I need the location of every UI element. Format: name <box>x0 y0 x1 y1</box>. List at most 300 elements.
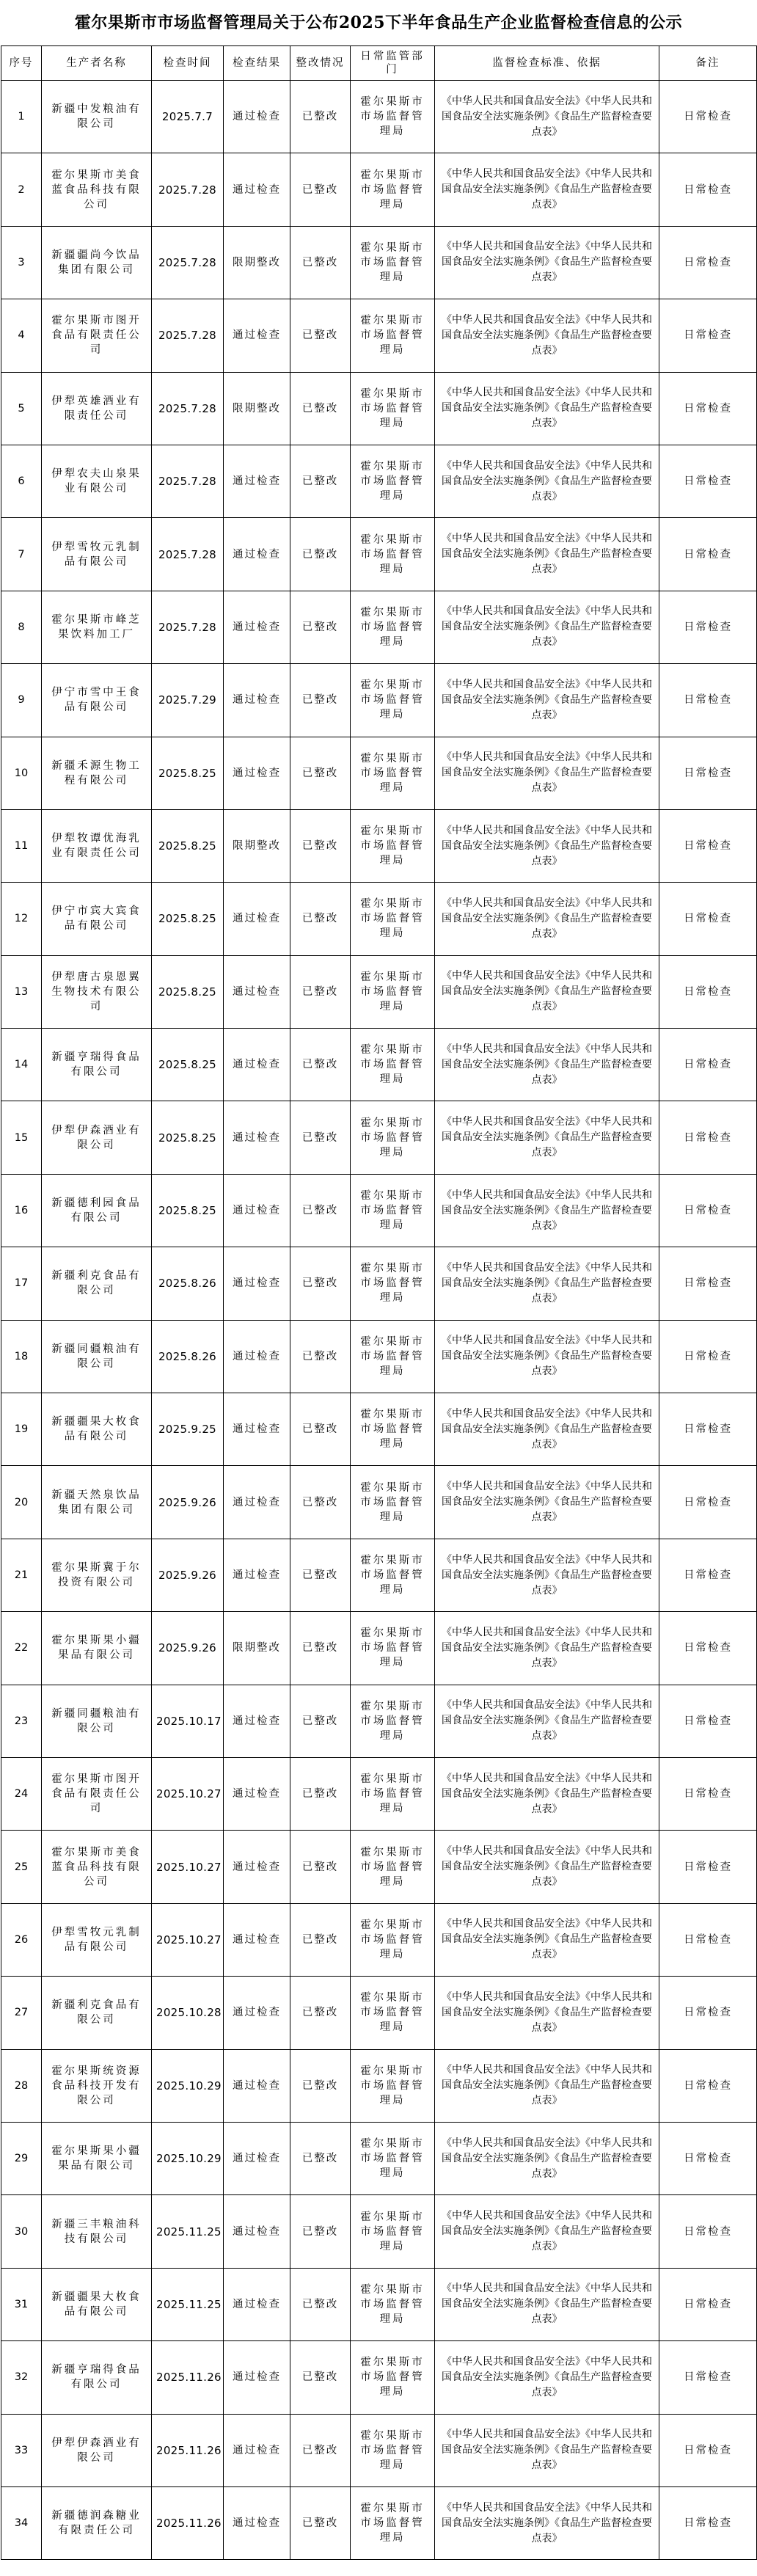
cell-dept: 霍尔果斯市市场监督管理局 <box>351 153 435 226</box>
cell-result: 通过检查 <box>224 1539 290 1611</box>
cell-rectify: 已整改 <box>290 2049 351 2122</box>
cell-rectify: 已整改 <box>290 226 351 299</box>
cell-date: 2025.7.28 <box>152 591 224 663</box>
cell-basis: 《中华人民共和国食品安全法》《中华人民共和国食品安全法实施条例》《食品生产监督检查要点表》 <box>435 2195 659 2268</box>
table-row <box>1 2195 757 2268</box>
cell-rectify: 已整改 <box>290 372 351 445</box>
cell-producer: 新疆禾源生物工程有限公司 <box>42 737 152 809</box>
cell-producer: 霍尔果斯市峰芝果饮料加工厂 <box>42 591 152 663</box>
cell-no: 34 <box>1 2486 42 2559</box>
cell-date: 2025.7.28 <box>152 518 224 591</box>
cell-no: 6 <box>1 445 42 517</box>
cell-no: 16 <box>1 1174 42 1247</box>
cell-rectify: 已整改 <box>290 81 351 153</box>
cell-rectify: 已整改 <box>290 1247 351 1320</box>
cell-dept: 霍尔果斯市市场监督管理局 <box>351 1757 435 1830</box>
cell-dept: 霍尔果斯市市场监督管理局 <box>351 2122 435 2194</box>
cell-remark: 日常检查 <box>659 1320 757 1393</box>
cell-dept: 霍尔果斯市市场监督管理局 <box>351 664 435 737</box>
header-basis: 监督检查标准、依据 <box>435 46 659 81</box>
cell-dept: 霍尔果斯市市场监督管理局 <box>351 591 435 663</box>
cell-rectify: 已整改 <box>290 1466 351 1539</box>
cell-producer: 新疆疆果大枚食品有限公司 <box>42 1393 152 1466</box>
cell-result: 通过检查 <box>224 591 290 663</box>
table-row <box>1 955 757 1028</box>
cell-result: 限期整改 <box>224 372 290 445</box>
cell-basis: 《中华人民共和国食品安全法》《中华人民共和国食品安全法实施条例》《食品生产监督检查要点表》 <box>435 81 659 153</box>
cell-date: 2025.8.25 <box>152 1174 224 1247</box>
cell-date: 2025.8.25 <box>152 1029 224 1101</box>
cell-remark: 日常检查 <box>659 518 757 591</box>
table-row <box>1 2049 757 2122</box>
cell-result: 通过检查 <box>224 299 290 372</box>
header-result: 检查结果 <box>224 46 290 81</box>
cell-basis: 《中华人民共和国食品安全法》《中华人民共和国食品安全法实施条例》《食品生产监督检查要点表》 <box>435 2268 659 2340</box>
cell-date: 2025.10.27 <box>152 1831 224 1903</box>
table-row <box>1 1029 757 1101</box>
table-row <box>1 81 757 153</box>
cell-no: 29 <box>1 2122 42 2194</box>
cell-producer: 新疆德利园食品有限公司 <box>42 1174 152 1247</box>
cell-date: 2025.9.26 <box>152 1612 224 1685</box>
cell-result: 通过检查 <box>224 1757 290 1830</box>
cell-date: 2025.7.28 <box>152 153 224 226</box>
cell-date: 2025.8.25 <box>152 737 224 809</box>
cell-rectify: 已整改 <box>290 737 351 809</box>
cell-remark: 日常检查 <box>659 591 757 663</box>
cell-remark: 日常检查 <box>659 2049 757 2122</box>
cell-remark: 日常检查 <box>659 226 757 299</box>
cell-basis: 《中华人民共和国食品安全法》《中华人民共和国食品安全法实施条例》《食品生产监督检查要点表》 <box>435 299 659 372</box>
cell-rectify: 已整改 <box>290 1903 351 1976</box>
cell-date: 2025.9.26 <box>152 1539 224 1611</box>
header-dept: 日常监管部门 <box>351 46 435 81</box>
table-row <box>1 2486 757 2559</box>
cell-rectify: 已整改 <box>290 2195 351 2268</box>
table-row <box>1 445 757 517</box>
table-row <box>1 883 757 955</box>
cell-rectify: 已整改 <box>290 955 351 1028</box>
cell-basis: 《中华人民共和国食品安全法》《中华人民共和国食品安全法实施条例》《食品生产监督检查要点表》 <box>435 226 659 299</box>
cell-no: 26 <box>1 1903 42 1976</box>
cell-remark: 日常检查 <box>659 1977 757 2049</box>
cell-no: 20 <box>1 1466 42 1539</box>
cell-dept: 霍尔果斯市市场监督管理局 <box>351 1247 435 1320</box>
cell-date: 2025.9.26 <box>152 1466 224 1539</box>
cell-dept: 霍尔果斯市市场监督管理局 <box>351 299 435 372</box>
cell-producer: 新疆德润森糖业有限责任公司 <box>42 2486 152 2559</box>
cell-rectify: 已整改 <box>290 1320 351 1393</box>
cell-dept: 霍尔果斯市市场监督管理局 <box>351 737 435 809</box>
cell-rectify: 已整改 <box>290 1831 351 1903</box>
cell-date: 2025.8.26 <box>152 1320 224 1393</box>
cell-result: 通过检查 <box>224 1831 290 1903</box>
table-row <box>1 518 757 591</box>
cell-producer: 新疆疆果大枚食品有限公司 <box>42 2268 152 2340</box>
cell-result: 通过检查 <box>224 883 290 955</box>
cell-basis: 《中华人民共和国食品安全法》《中华人民共和国食品安全法实施条例》《食品生产监督检查要点表》 <box>435 1977 659 2049</box>
cell-date: 2025.8.26 <box>152 1247 224 1320</box>
cell-producer: 伊犁农夫山泉果业有限公司 <box>42 445 152 517</box>
table-row <box>1 1685 757 1757</box>
cell-rectify: 已整改 <box>290 153 351 226</box>
cell-basis: 《中华人民共和国食品安全法》《中华人民共和国食品安全法实施条例》《食品生产监督检查要点表》 <box>435 1612 659 1685</box>
cell-result: 通过检查 <box>224 1685 290 1757</box>
cell-no: 19 <box>1 1393 42 1466</box>
cell-date: 2025.10.28 <box>152 1977 224 2049</box>
cell-basis: 《中华人民共和国食品安全法》《中华人民共和国食品安全法实施条例》《食品生产监督检查要点表》 <box>435 1539 659 1611</box>
cell-basis: 《中华人民共和国食品安全法》《中华人民共和国食品安全法实施条例》《食品生产监督检查要点表》 <box>435 1174 659 1247</box>
cell-producer: 新疆同疆粮油有限公司 <box>42 1320 152 1393</box>
cell-result: 通过检查 <box>224 518 290 591</box>
cell-date: 2025.8.25 <box>152 809 224 882</box>
cell-date: 2025.9.25 <box>152 1393 224 1466</box>
cell-date: 2025.8.25 <box>152 1101 224 1174</box>
table-row <box>1 2341 757 2414</box>
cell-no: 15 <box>1 1101 42 1174</box>
cell-dept: 霍尔果斯市市场监督管理局 <box>351 2414 435 2486</box>
table-row <box>1 1903 757 1976</box>
header-rectify: 整改情况 <box>290 46 351 81</box>
cell-date: 2025.10.27 <box>152 1903 224 1976</box>
cell-basis: 《中华人民共和国食品安全法》《中华人民共和国食品安全法实施条例》《食品生产监督检查要点表》 <box>435 1831 659 1903</box>
cell-no: 7 <box>1 518 42 591</box>
cell-no: 18 <box>1 1320 42 1393</box>
cell-dept: 霍尔果斯市市场监督管理局 <box>351 1393 435 1466</box>
cell-rectify: 已整改 <box>290 1977 351 2049</box>
cell-remark: 日常检查 <box>659 2268 757 2340</box>
table-row <box>1 299 757 372</box>
cell-no: 12 <box>1 883 42 955</box>
cell-rectify: 已整改 <box>290 2122 351 2194</box>
cell-no: 23 <box>1 1685 42 1757</box>
cell-dept: 霍尔果斯市市场监督管理局 <box>351 445 435 517</box>
cell-no: 30 <box>1 2195 42 2268</box>
table-row <box>1 1174 757 1247</box>
cell-basis: 《中华人民共和国食品安全法》《中华人民共和国食品安全法实施条例》《食品生产监督检查要点表》 <box>435 2122 659 2194</box>
cell-no: 13 <box>1 955 42 1028</box>
cell-remark: 日常检查 <box>659 1101 757 1174</box>
cell-no: 14 <box>1 1029 42 1101</box>
cell-producer: 新疆三丰粮油科技有限公司 <box>42 2195 152 2268</box>
table-row <box>1 591 757 663</box>
table-row <box>1 1612 757 1685</box>
table-row <box>1 226 757 299</box>
cell-remark: 日常检查 <box>659 1831 757 1903</box>
cell-no: 32 <box>1 2341 42 2414</box>
table-row <box>1 1247 757 1320</box>
cell-result: 通过检查 <box>224 1977 290 2049</box>
cell-basis: 《中华人民共和国食品安全法》《中华人民共和国食品安全法实施条例》《食品生产监督检查要点表》 <box>435 1466 659 1539</box>
cell-rectify: 已整改 <box>290 1029 351 1101</box>
cell-basis: 《中华人民共和国食品安全法》《中华人民共和国食品安全法实施条例》《食品生产监督检查要点表》 <box>435 2486 659 2559</box>
cell-producer: 新疆同疆粮油有限公司 <box>42 1685 152 1757</box>
cell-producer: 霍尔果斯市图开食品有限责任公司 <box>42 1757 152 1830</box>
cell-producer: 伊犁雪牧元乳制品有限公司 <box>42 1903 152 1976</box>
cell-basis: 《中华人民共和国食品安全法》《中华人民共和国食品安全法实施条例》《食品生产监督检查要点表》 <box>435 591 659 663</box>
cell-no: 5 <box>1 372 42 445</box>
cell-producer: 新疆中发粮油有限公司 <box>42 81 152 153</box>
cell-producer: 霍尔果斯果小疆果品有限公司 <box>42 1612 152 1685</box>
table-row <box>1 372 757 445</box>
cell-remark: 日常检查 <box>659 1466 757 1539</box>
cell-remark: 日常检查 <box>659 372 757 445</box>
cell-result: 通过检查 <box>224 1029 290 1101</box>
cell-rectify: 已整改 <box>290 1393 351 1466</box>
cell-rectify: 已整改 <box>290 518 351 591</box>
cell-producer: 伊犁英雄酒业有限责任公司 <box>42 372 152 445</box>
cell-dept: 霍尔果斯市市场监督管理局 <box>351 1977 435 2049</box>
table-row <box>1 2122 757 2194</box>
cell-remark: 日常检查 <box>659 1757 757 1830</box>
cell-producer: 伊犁牧谭优海乳业有限责任公司 <box>42 809 152 882</box>
cell-dept: 霍尔果斯市市场监督管理局 <box>351 2486 435 2559</box>
cell-basis: 《中华人民共和国食品安全法》《中华人民共和国食品安全法实施条例》《食品生产监督检查要点表》 <box>435 809 659 882</box>
cell-rectify: 已整改 <box>290 2414 351 2486</box>
cell-producer: 伊宁市雪中王食品有限公司 <box>42 664 152 737</box>
cell-producer: 新疆亨瑞得食品有限公司 <box>42 1029 152 1101</box>
cell-dept: 霍尔果斯市市场监督管理局 <box>351 518 435 591</box>
cell-rectify: 已整改 <box>290 591 351 663</box>
header-no: 序号 <box>1 46 42 81</box>
table-row <box>1 1539 757 1611</box>
cell-date: 2025.8.25 <box>152 883 224 955</box>
cell-remark: 日常检查 <box>659 1393 757 1466</box>
cell-remark: 日常检查 <box>659 1247 757 1320</box>
cell-producer: 霍尔果斯冀于尔投资有限公司 <box>42 1539 152 1611</box>
cell-dept: 霍尔果斯市市场监督管理局 <box>351 226 435 299</box>
cell-no: 9 <box>1 664 42 737</box>
cell-date: 2025.11.25 <box>152 2195 224 2268</box>
cell-result: 通过检查 <box>224 1320 290 1393</box>
table-row <box>1 1101 757 1174</box>
cell-no: 33 <box>1 2414 42 2486</box>
table-row <box>1 664 757 737</box>
cell-rectify: 已整改 <box>290 1174 351 1247</box>
cell-remark: 日常检查 <box>659 1029 757 1101</box>
cell-date: 2025.10.27 <box>152 1757 224 1830</box>
cell-no: 4 <box>1 299 42 372</box>
cell-dept: 霍尔果斯市市场监督管理局 <box>351 1320 435 1393</box>
cell-basis: 《中华人民共和国食品安全法》《中华人民共和国食品安全法实施条例》《食品生产监督检查要点表》 <box>435 883 659 955</box>
cell-rectify: 已整改 <box>290 2268 351 2340</box>
cell-date: 2025.10.29 <box>152 2122 224 2194</box>
cell-remark: 日常检查 <box>659 809 757 882</box>
cell-result: 通过检查 <box>224 1247 290 1320</box>
cell-rectify: 已整改 <box>290 2341 351 2414</box>
cell-dept: 霍尔果斯市市场监督管理局 <box>351 2049 435 2122</box>
cell-result: 通过检查 <box>224 2341 290 2414</box>
cell-producer: 霍尔果斯果小疆果品有限公司 <box>42 2122 152 2194</box>
table-row <box>1 1977 757 2049</box>
cell-result: 通过检查 <box>224 1174 290 1247</box>
cell-no: 25 <box>1 1831 42 1903</box>
cell-producer: 新疆疆尚今饮品集团有限公司 <box>42 226 152 299</box>
cell-result: 通过检查 <box>224 737 290 809</box>
cell-basis: 《中华人民共和国食品安全法》《中华人民共和国食品安全法实施条例》《食品生产监督检查要点表》 <box>435 1903 659 1976</box>
cell-dept: 霍尔果斯市市场监督管理局 <box>351 372 435 445</box>
table-row <box>1 1393 757 1466</box>
cell-basis: 《中华人民共和国食品安全法》《中华人民共和国食品安全法实施条例》《食品生产监督检查要点表》 <box>435 955 659 1028</box>
cell-date: 2025.7.28 <box>152 299 224 372</box>
cell-result: 通过检查 <box>224 1903 290 1976</box>
cell-no: 28 <box>1 2049 42 2122</box>
cell-remark: 日常检查 <box>659 1539 757 1611</box>
cell-dept: 霍尔果斯市市场监督管理局 <box>351 2268 435 2340</box>
cell-result: 限期整改 <box>224 226 290 299</box>
cell-dept: 霍尔果斯市市场监督管理局 <box>351 955 435 1028</box>
cell-result: 通过检查 <box>224 664 290 737</box>
cell-no: 22 <box>1 1612 42 1685</box>
cell-rectify: 已整改 <box>290 664 351 737</box>
table-row <box>1 1757 757 1830</box>
cell-result: 通过检查 <box>224 1101 290 1174</box>
cell-remark: 日常检查 <box>659 2414 757 2486</box>
cell-date: 2025.7.28 <box>152 372 224 445</box>
cell-basis: 《中华人民共和国食品安全法》《中华人民共和国食品安全法实施条例》《食品生产监督检查要点表》 <box>435 664 659 737</box>
cell-remark: 日常检查 <box>659 299 757 372</box>
table-row <box>1 2414 757 2486</box>
cell-dept: 霍尔果斯市市场监督管理局 <box>351 1685 435 1757</box>
cell-result: 通过检查 <box>224 2268 290 2340</box>
cell-result: 通过检查 <box>224 2486 290 2559</box>
cell-remark: 日常检查 <box>659 2122 757 2194</box>
cell-result: 限期整改 <box>224 1612 290 1685</box>
table-row <box>1 1320 757 1393</box>
cell-basis: 《中华人民共和国食品安全法》《中华人民共和国食品安全法实施条例》《食品生产监督检查要点表》 <box>435 1757 659 1830</box>
cell-producer: 伊宁市宾大宾食品有限公司 <box>42 883 152 955</box>
cell-remark: 日常检查 <box>659 737 757 809</box>
cell-remark: 日常检查 <box>659 664 757 737</box>
cell-date: 2025.8.25 <box>152 955 224 1028</box>
cell-result: 通过检查 <box>224 2049 290 2122</box>
cell-result: 通过检查 <box>224 1466 290 1539</box>
cell-remark: 日常检查 <box>659 153 757 226</box>
cell-no: 3 <box>1 226 42 299</box>
table-row <box>1 1466 757 1539</box>
cell-rectify: 已整改 <box>290 1757 351 1830</box>
cell-producer: 伊犁唐古泉恩翼生物技术有限公司 <box>42 955 152 1028</box>
cell-date: 2025.11.25 <box>152 2268 224 2340</box>
cell-remark: 日常检查 <box>659 445 757 517</box>
cell-rectify: 已整改 <box>290 1612 351 1685</box>
cell-no: 10 <box>1 737 42 809</box>
header-remark: 备注 <box>659 46 757 81</box>
cell-date: 2025.10.29 <box>152 2049 224 2122</box>
cell-dept: 霍尔果斯市市场监督管理局 <box>351 1539 435 1611</box>
cell-no: 21 <box>1 1539 42 1611</box>
table-row <box>1 737 757 809</box>
cell-basis: 《中华人民共和国食品安全法》《中华人民共和国食品安全法实施条例》《食品生产监督检查要点表》 <box>435 2414 659 2486</box>
cell-no: 31 <box>1 2268 42 2340</box>
cell-producer: 伊犁伊森酒业有限公司 <box>42 1101 152 1174</box>
cell-producer: 霍尔果斯市美食蓝食品科技有限公司 <box>42 153 152 226</box>
cell-producer: 新疆天然泉饮品集团有限公司 <box>42 1466 152 1539</box>
cell-basis: 《中华人民共和国食品安全法》《中华人民共和国食品安全法实施条例》《食品生产监督检查要点表》 <box>435 737 659 809</box>
cell-dept: 霍尔果斯市市场监督管理局 <box>351 1466 435 1539</box>
cell-rectify: 已整改 <box>290 809 351 882</box>
cell-basis: 《中华人民共和国食品安全法》《中华人民共和国食品安全法实施条例》《食品生产监督检查要点表》 <box>435 1320 659 1393</box>
cell-result: 限期整改 <box>224 809 290 882</box>
cell-date: 2025.7.7 <box>152 81 224 153</box>
cell-remark: 日常检查 <box>659 2486 757 2559</box>
cell-no: 11 <box>1 809 42 882</box>
cell-rectify: 已整改 <box>290 299 351 372</box>
cell-dept: 霍尔果斯市市场监督管理局 <box>351 2341 435 2414</box>
table-body <box>1 81 757 2560</box>
cell-rectify: 已整改 <box>290 1539 351 1611</box>
cell-no: 27 <box>1 1977 42 2049</box>
cell-basis: 《中华人民共和国食品安全法》《中华人民共和国食品安全法实施条例》《食品生产监督检查要点表》 <box>435 2049 659 2122</box>
cell-result: 通过检查 <box>224 2414 290 2486</box>
cell-no: 17 <box>1 1247 42 1320</box>
cell-result: 通过检查 <box>224 445 290 517</box>
cell-dept: 霍尔果斯市市场监督管理局 <box>351 81 435 153</box>
cell-rectify: 已整改 <box>290 1101 351 1174</box>
document-title: 霍尔果斯市市场监督管理局关于公布2025下半年食品生产企业监督检查信息的公示 <box>74 13 683 32</box>
header-date: 检查时间 <box>152 46 224 81</box>
cell-basis: 《中华人民共和国食品安全法》《中华人民共和国食品安全法实施条例》《食品生产监督检查要点表》 <box>435 518 659 591</box>
cell-remark: 日常检查 <box>659 1174 757 1247</box>
cell-rectify: 已整改 <box>290 883 351 955</box>
cell-result: 通过检查 <box>224 1393 290 1466</box>
cell-basis: 《中华人民共和国食品安全法》《中华人民共和国食品安全法实施条例》《食品生产监督检查要点表》 <box>435 1685 659 1757</box>
inspection-table <box>1 45 757 2560</box>
cell-producer: 新疆亨瑞得食品有限公司 <box>42 2341 152 2414</box>
cell-dept: 霍尔果斯市市场监督管理局 <box>351 2195 435 2268</box>
cell-remark: 日常检查 <box>659 1685 757 1757</box>
cell-date: 2025.11.26 <box>152 2414 224 2486</box>
cell-dept: 霍尔果斯市市场监督管理局 <box>351 1831 435 1903</box>
cell-producer: 伊犁雪牧元乳制品有限公司 <box>42 518 152 591</box>
header-producer: 生产者名称 <box>42 46 152 81</box>
cell-remark: 日常检查 <box>659 1903 757 1976</box>
cell-no: 2 <box>1 153 42 226</box>
cell-dept: 霍尔果斯市市场监督管理局 <box>351 1029 435 1101</box>
cell-no: 8 <box>1 591 42 663</box>
table-row <box>1 153 757 226</box>
table-row <box>1 809 757 882</box>
cell-basis: 《中华人民共和国食品安全法》《中华人民共和国食品安全法实施条例》《食品生产监督检查要点表》 <box>435 153 659 226</box>
cell-date: 2025.11.26 <box>152 2486 224 2559</box>
table-header-row <box>1 46 757 81</box>
cell-basis: 《中华人民共和国食品安全法》《中华人民共和国食品安全法实施条例》《食品生产监督检查要点表》 <box>435 445 659 517</box>
cell-date: 2025.7.28 <box>152 445 224 517</box>
cell-no: 1 <box>1 81 42 153</box>
cell-basis: 《中华人民共和国食品安全法》《中华人民共和国食品安全法实施条例》《食品生产监督检查要点表》 <box>435 1101 659 1174</box>
cell-rectify: 已整改 <box>290 445 351 517</box>
cell-basis: 《中华人民共和国食品安全法》《中华人民共和国食品安全法实施条例》《食品生产监督检查要点表》 <box>435 1247 659 1320</box>
cell-remark: 日常检查 <box>659 2195 757 2268</box>
cell-date: 2025.7.28 <box>152 226 224 299</box>
cell-result: 通过检查 <box>224 955 290 1028</box>
cell-remark: 日常检查 <box>659 1612 757 1685</box>
cell-producer: 新疆利克食品有限公司 <box>42 1977 152 2049</box>
cell-producer: 伊犁伊森酒业有限公司 <box>42 2414 152 2486</box>
cell-remark: 日常检查 <box>659 2341 757 2414</box>
cell-result: 通过检查 <box>224 2122 290 2194</box>
cell-remark: 日常检查 <box>659 883 757 955</box>
cell-remark: 日常检查 <box>659 955 757 1028</box>
cell-date: 2025.7.29 <box>152 664 224 737</box>
cell-producer: 霍尔果斯市图开食品有限责任公司 <box>42 299 152 372</box>
cell-basis: 《中华人民共和国食品安全法》《中华人民共和国食品安全法实施条例》《食品生产监督检查要点表》 <box>435 372 659 445</box>
cell-no: 24 <box>1 1757 42 1830</box>
cell-remark: 日常检查 <box>659 81 757 153</box>
cell-basis: 《中华人民共和国食品安全法》《中华人民共和国食品安全法实施条例》《食品生产监督检查要点表》 <box>435 2341 659 2414</box>
cell-result: 通过检查 <box>224 81 290 153</box>
cell-basis: 《中华人民共和国食品安全法》《中华人民共和国食品安全法实施条例》《食品生产监督检查要点表》 <box>435 1029 659 1101</box>
